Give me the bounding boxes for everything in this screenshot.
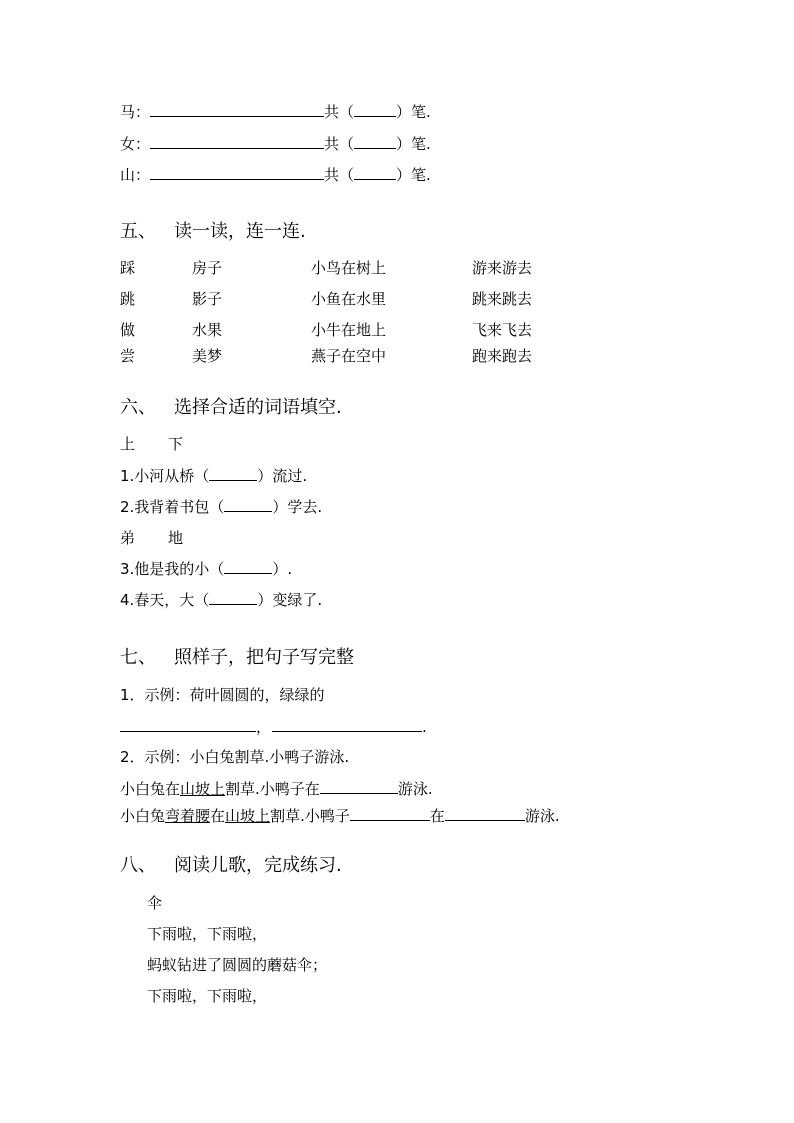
sentence-line xyxy=(120,778,433,799)
underlined-phrase: 弯着腰 xyxy=(165,807,211,825)
poem-line: 下雨啦，下雨啦， xyxy=(147,925,268,943)
word-choice: 地 xyxy=(168,529,184,547)
section-title: 读一读，连一连. xyxy=(174,221,306,242)
sentence-text: 割草.小鸭子 xyxy=(270,807,350,825)
answer-blank[interactable] xyxy=(224,559,272,574)
word-choice: 弟 xyxy=(120,529,136,547)
sentence-text: 小白兔 xyxy=(120,807,166,825)
fill-question xyxy=(120,559,292,579)
sentence-text: 在 xyxy=(429,807,445,825)
match-subject[interactable]: 燕子在空中 xyxy=(311,347,387,365)
poem-title: 伞 xyxy=(147,894,163,912)
sentence-line xyxy=(120,805,560,826)
question-text: ）. xyxy=(272,560,293,578)
match-noun[interactable]: 房子 xyxy=(192,259,223,277)
sentence-text: 小白兔在 xyxy=(120,780,181,798)
poem-line: 蚂蚁钻进了圆圆的蘑菇伞； xyxy=(147,956,328,974)
section-title: 照样子，把句子写完整 xyxy=(174,647,354,668)
section-heading xyxy=(120,220,306,244)
question-text: 4.春天，大（ xyxy=(120,591,210,609)
question-text: 2.我背着书包（ xyxy=(120,498,225,516)
stroke-order-blank[interactable] xyxy=(150,133,324,149)
match-action[interactable]: 跳来跳去 xyxy=(472,290,533,308)
stroke-row xyxy=(120,164,431,185)
answer-blank[interactable] xyxy=(320,778,398,794)
match-noun[interactable]: 美梦 xyxy=(192,347,223,365)
match-action[interactable]: 跑来跑去 xyxy=(472,347,533,365)
match-verb[interactable]: 踩 xyxy=(120,259,136,277)
section-heading xyxy=(120,646,354,670)
question-text: ）学去. xyxy=(272,498,323,516)
match-action[interactable]: 游来游去 xyxy=(472,259,533,277)
section-number: 七、 xyxy=(120,647,156,668)
match-noun[interactable]: 影子 xyxy=(192,290,223,308)
answer-blank[interactable] xyxy=(209,590,257,605)
stroke-row xyxy=(120,101,431,122)
sentence-text: 割草.小鸭子在 xyxy=(225,780,320,798)
stroke-char: 女： xyxy=(120,135,151,153)
stroke-count-suffix: ）笔. xyxy=(396,166,431,184)
word-choice: 下 xyxy=(168,435,184,453)
stroke-char: 山： xyxy=(120,166,151,184)
fill-question xyxy=(120,466,307,486)
stroke-count-suffix: ）笔. xyxy=(396,135,431,153)
example-sentence: 2．示例：小白兔割草.小鸭子游泳. xyxy=(120,748,350,766)
match-subject[interactable]: 小牛在地上 xyxy=(311,321,387,339)
sentence-text: 在 xyxy=(210,807,226,825)
separator: ， xyxy=(256,718,272,736)
match-verb[interactable]: 尝 xyxy=(120,347,136,365)
word-choice: 上 xyxy=(120,435,136,453)
stroke-order-blank[interactable] xyxy=(150,101,324,117)
answer-blank[interactable] xyxy=(350,805,430,821)
stroke-order-blank[interactable] xyxy=(150,164,324,180)
fill-question xyxy=(120,497,322,517)
stroke-count-blank[interactable] xyxy=(354,165,396,180)
question-text: 3.他是我的小（ xyxy=(120,560,225,578)
answer-blank[interactable] xyxy=(272,716,422,732)
underlined-phrase: 山坡上 xyxy=(180,780,226,798)
answer-blank[interactable] xyxy=(445,805,525,821)
stroke-count-prefix: 共（ xyxy=(324,166,355,184)
answer-blank[interactable] xyxy=(120,716,256,732)
fill-question xyxy=(120,590,322,610)
underlined-phrase: 山坡上 xyxy=(225,807,271,825)
sentence-text: 游泳. xyxy=(397,780,433,798)
match-action[interactable]: 飞来飞去 xyxy=(472,321,533,339)
answer-blank[interactable] xyxy=(224,497,272,512)
section-title: 选择合适的词语填空. xyxy=(174,397,342,418)
stroke-count-prefix: 共（ xyxy=(324,103,355,121)
sentence-text: 游泳. xyxy=(524,807,560,825)
stroke-char: 马： xyxy=(120,103,151,121)
stroke-row xyxy=(120,133,431,154)
stroke-count-suffix: ）笔. xyxy=(396,103,431,121)
poem-line: 下雨啦，下雨啦， xyxy=(147,987,268,1005)
stroke-count-blank[interactable] xyxy=(354,134,396,149)
section-number: 五、 xyxy=(120,221,156,242)
question-text: ）流过. xyxy=(257,467,308,485)
stroke-count-prefix: 共（ xyxy=(324,135,355,153)
match-verb[interactable]: 做 xyxy=(120,321,136,339)
answer-line xyxy=(120,716,427,737)
section-title: 阅读儿歌，完成练习. xyxy=(174,855,342,876)
question-text: 1.小河从桥（ xyxy=(120,467,210,485)
section-heading xyxy=(120,854,342,878)
section-number: 六、 xyxy=(120,397,156,418)
section-heading xyxy=(120,396,342,420)
question-text: ）变绿了. xyxy=(257,591,323,609)
stroke-count-blank[interactable] xyxy=(354,102,396,117)
match-subject[interactable]: 小鸟在树上 xyxy=(311,259,387,277)
match-verb[interactable]: 跳 xyxy=(120,290,136,308)
section-number: 八、 xyxy=(120,855,156,876)
answer-blank[interactable] xyxy=(209,466,257,481)
match-subject[interactable]: 小鱼在水里 xyxy=(311,290,387,308)
end-mark: . xyxy=(422,718,427,736)
match-noun[interactable]: 水果 xyxy=(192,321,223,339)
example-sentence: 1．示例：荷叶圆圆的，绿绿的 xyxy=(120,686,325,704)
